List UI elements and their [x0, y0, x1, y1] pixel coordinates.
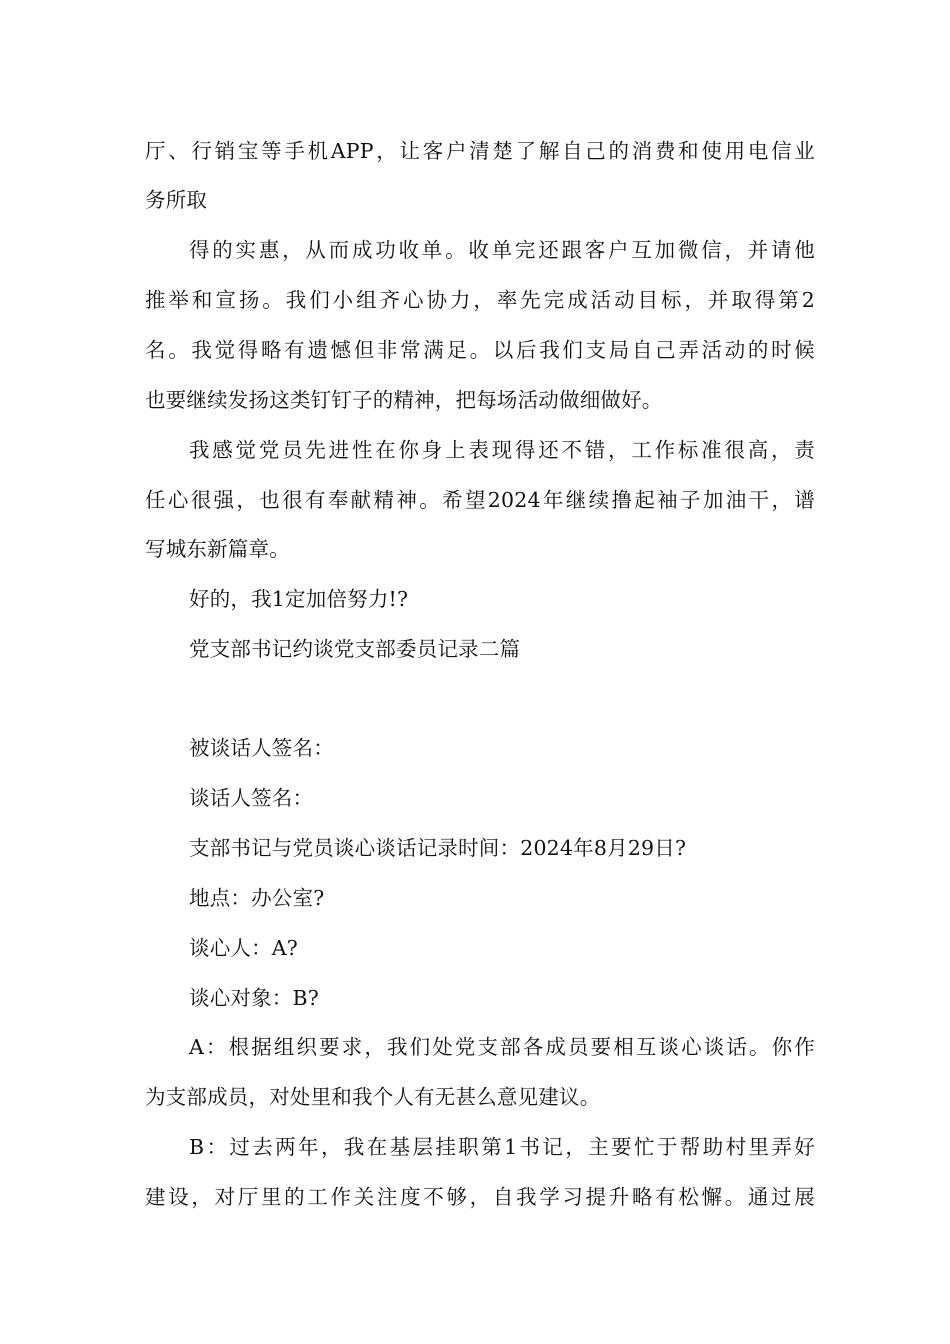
- signature-label: 谈话人签名：: [189, 786, 314, 810]
- text-line: 好的，我1定加倍努力!?: [189, 587, 409, 611]
- section-heading: 党支部书记约谈党支部委员记录二篇: [189, 637, 521, 661]
- record-time: 支部书记与党员谈心谈话记录时间：2024年8月29日?: [189, 836, 687, 860]
- record-target: 谈心对象：B?: [189, 986, 319, 1010]
- text-line: 我感觉党员先进性在你身上表现得还不错，工作标准很高，责: [189, 438, 815, 462]
- text-line: 得的实惠，从而成功收单。收单完还跟客户互加微信，并请他: [189, 238, 815, 262]
- text-line: B：过去两年，我在基层挂职第1书记，主要忙于帮助村里弄好: [189, 1135, 815, 1159]
- text-line: 任心很强，也很有奉献精神。希望2024年继续撸起袖子加油干，谱: [145, 488, 815, 512]
- text-line: A：根据组织要求，我们处党支部各成员要相互谈心谈话。你作: [189, 1035, 815, 1059]
- text-line: 推举和宣扬。我们小组齐心协力，率先完成活动目标，并取得第2: [145, 288, 815, 312]
- signature-label: 被谈话人签名：: [189, 736, 334, 760]
- text-line: 为支部成员，对处里和我个人有无甚么意见建议。: [145, 1085, 601, 1109]
- record-speaker: 谈心人：A?: [189, 936, 298, 960]
- text-line: 也要继续发扬这类钉钉子的精神，把每场活动做细做好。: [145, 388, 663, 412]
- text-line: 名。我觉得略有遗憾但非常满足。以后我们支局自己弄活动的时候: [145, 338, 815, 362]
- record-location: 地点：办公室?: [189, 886, 325, 910]
- text-line: 写城东新篇章。: [145, 537, 290, 561]
- text-line: 建设，对厅里的工作关注度不够，自我学习提升略有松懈。通过展: [145, 1185, 815, 1209]
- text-line: 务所取: [145, 188, 208, 212]
- text-line: 厅、行销宝等手机APP，让客户清楚了解自己的消费和使用电信业: [145, 139, 815, 163]
